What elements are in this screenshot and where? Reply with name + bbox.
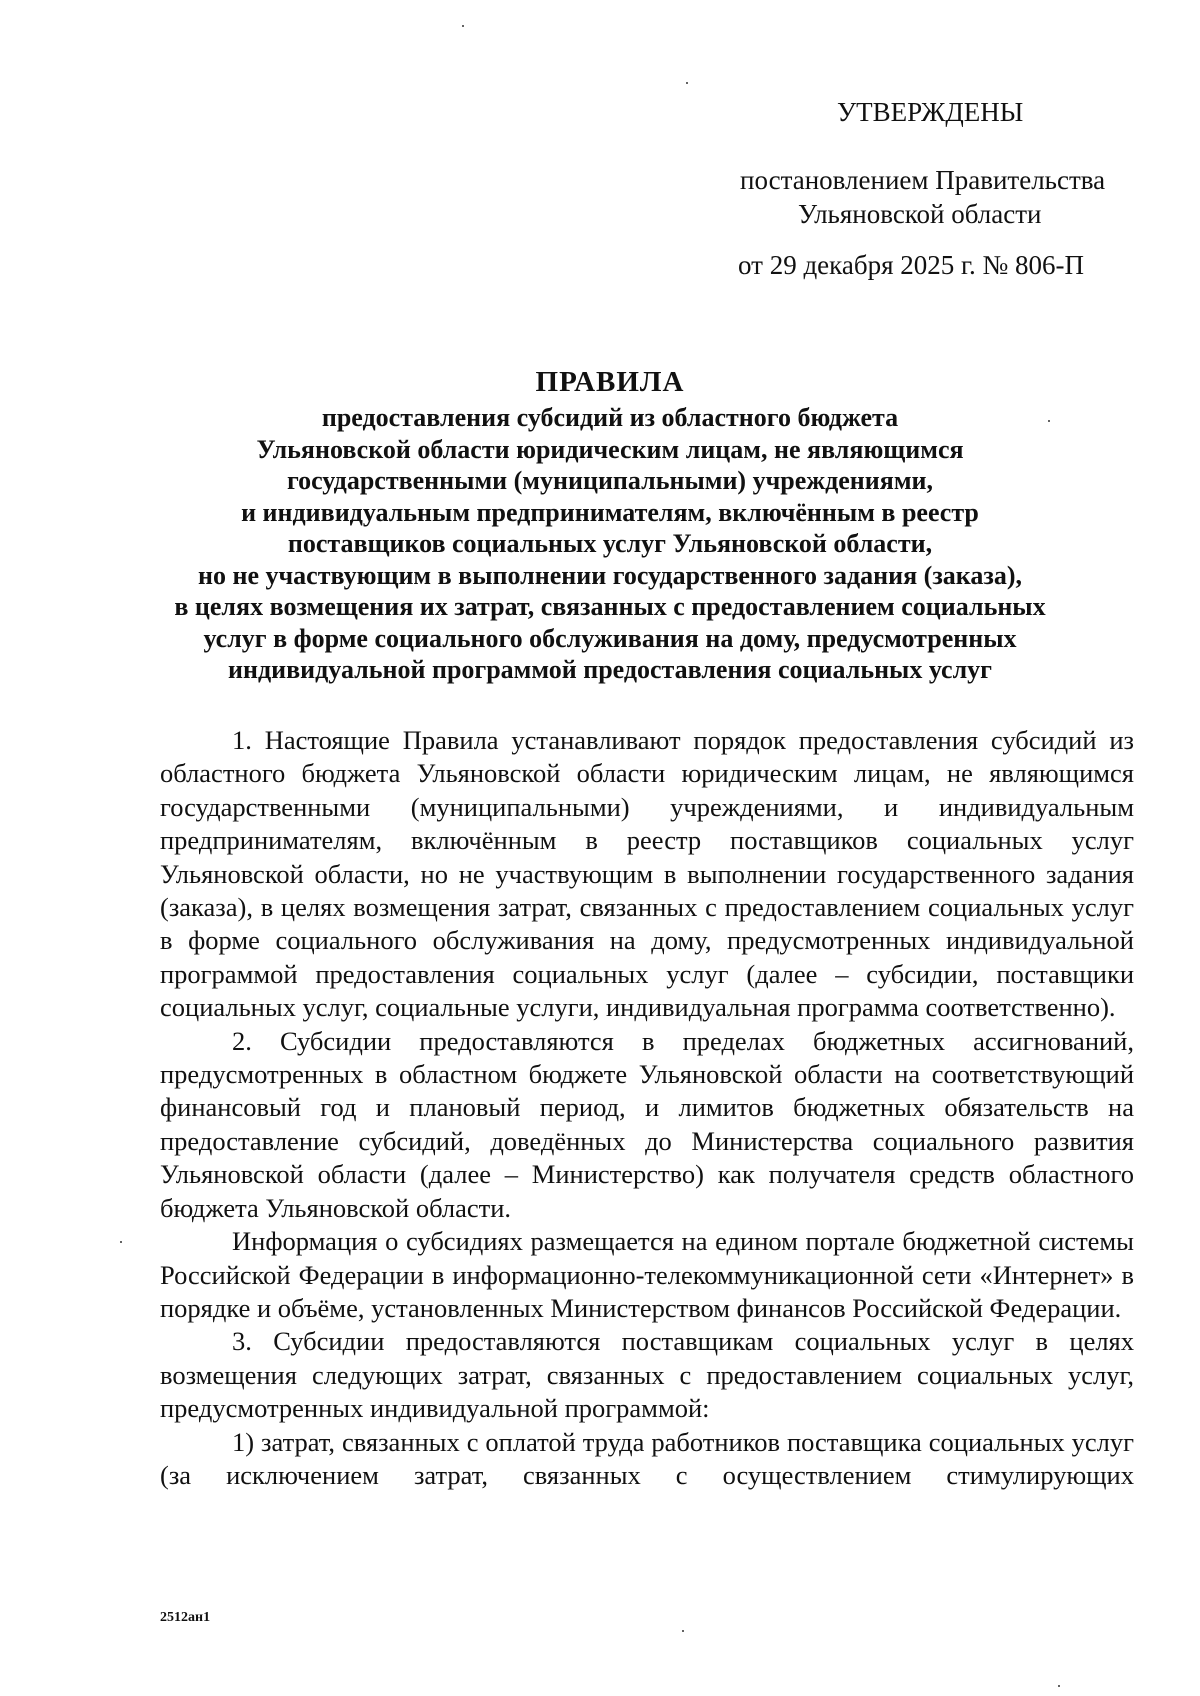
subtitle-line: Ульяновской области юридическим лицам, не являющимся	[256, 434, 964, 464]
decree-line-2: Ульяновской области	[798, 199, 1042, 229]
rules-title-block	[120, 362, 1100, 686]
subtitle-line: но не участвующим в выполнении государственного задания (заказа),	[198, 560, 1022, 590]
subtitle-line: индивидуальной программой предоставления социальных услуг	[228, 655, 992, 684]
scan-speck	[682, 1630, 684, 1632]
decree-line-1: постановлением Правительства	[740, 165, 1106, 195]
subtitle-line: в целях возмещения их затрат, связанных с предоставлением социальных	[174, 592, 1046, 621]
paragraph-3-item-1: 1) затрат, связанных с оплатой труда работников поставщика социальных услуг (за исключением затрат, связанных с осуществлением стимулирующих	[160, 1426, 1134, 1490]
approved-title: УТВЕРЖДЕНЫ	[837, 97, 1024, 127]
paragraph-1: 1. Настоящие Правила устанавливают порядок предоставления субсидий из областного бюджета Ульяновской области юридическим лицам, не являющимся государственными (муниципальными) учреждениями, и индивидуальным предпринимателям, включённым в реестр поставщиков социальных услуг Ульяновской области, но не участвующим в выполнении государственного задания (заказа), в целях возмещения затрат, связанных с предоставлением социальных услуг в форме социального обслуживания на дому, предусмотренных индивидуальной программой предоставления социальных услуг (далее – субсидии, поставщики социальных услуг, социальные услуги, индивидуальная программа соответственно).	[160, 725, 1134, 1023]
paragraph-3: 3. Субсидии предоставляются поставщикам социальных услуг в целях возмещения следующих затрат, связанных с предоставлением социальных услуг, предусмотренных индивидуальной программой:	[160, 1326, 1134, 1424]
scan-speck	[686, 82, 688, 84]
scan-speck	[462, 25, 464, 27]
rules-heading: ПРАВИЛА	[535, 366, 685, 398]
scan-speck	[1058, 1685, 1060, 1687]
scan-speck	[120, 1241, 122, 1243]
subtitle-line: предоставления субсидий из областного бюджета	[321, 403, 899, 432]
subtitle-line: государственными (муниципальными) учреждениями,	[286, 466, 934, 495]
document-body	[160, 724, 1134, 1492]
document-code: 2512ан1	[160, 1610, 211, 1625]
rules-subtitle	[120, 402, 1100, 686]
subtitle-line: услуг в форме социального обслуживания на дому, предусмотренных	[203, 623, 1017, 653]
subtitle-line: и индивидуальным предпринимателям, включённым в реестр	[241, 497, 979, 527]
paragraph-info: Информация о субсидиях размещается на едином портале бюджетной системы Российской Федерации в информационно-телекоммуникационной сети «Интернет» в порядке и объёме, установленных Министерством финансов Российской Федерации.	[160, 1226, 1134, 1323]
paragraph-2: 2. Субсидии предоставляются в пределах бюджетных ассигнований, предусмотренных в областном бюджете Ульяновской области на соответствующий финансовый год и плановый период, и лимитов бюджетных обязательств на предоставление субсидий, доведённых до Министерства социального развития Ульяновской области (далее – Министерство) как получателя средств областного бюджета Ульяновской области.	[160, 1025, 1134, 1223]
subtitle-line: поставщиков социальных услуг Ульяновской области,	[287, 529, 933, 558]
decree-date: от 29 декабря 2025 г. № 806-П	[738, 250, 1085, 280]
scan-speck	[1048, 420, 1050, 422]
